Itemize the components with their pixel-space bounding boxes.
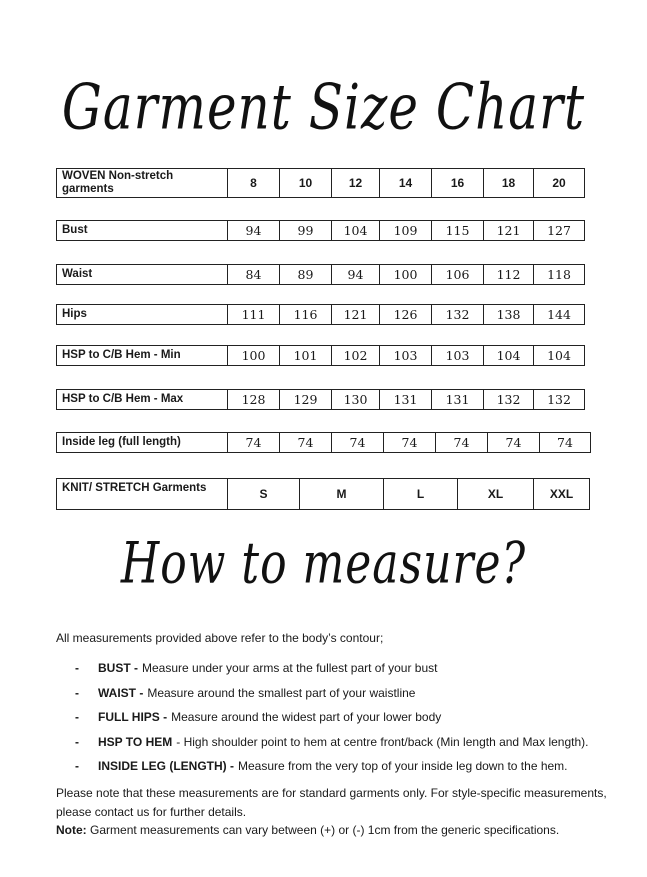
- table-cell: 101: [279, 346, 331, 365]
- table-cell: 89: [279, 265, 331, 284]
- table-cell: 115: [431, 221, 483, 240]
- table-cell: 109: [379, 221, 431, 240]
- table-cell: 100: [227, 346, 279, 365]
- table-cell: 106: [431, 265, 483, 284]
- page-title: Garment Size Chart: [61, 70, 586, 144]
- table-cell: 128: [227, 390, 279, 409]
- table-cell: 121: [483, 221, 533, 240]
- row-label: Hips: [62, 308, 87, 320]
- bullet-term: WAIST -: [98, 685, 144, 700]
- row-label: HSP to C/B Hem - Min: [62, 349, 181, 361]
- section-title: How to measure?: [120, 530, 527, 597]
- size-header: XL: [457, 479, 533, 509]
- bullet-text: Measure around the smallest part of your waistline: [147, 685, 416, 700]
- table-cell: 112: [483, 265, 533, 284]
- table-cell: 100: [379, 265, 431, 284]
- table-cell: 74: [435, 433, 487, 452]
- size-header: L: [383, 479, 457, 509]
- list-item: [75, 730, 615, 755]
- bullet-text: - High shoulder point to hem at centre front/back (Min length and Max length).: [176, 734, 589, 749]
- woven-header-label: WOVEN Non-stretch garments: [62, 170, 174, 195]
- woven-header-row: [56, 168, 585, 198]
- list-item: [75, 681, 615, 706]
- table-cell: 102: [331, 346, 379, 365]
- intro-text: All measurements provided above refer to the body’s contour;: [56, 631, 384, 645]
- table-cell: 74: [279, 433, 331, 452]
- table-cell: 138: [483, 305, 533, 324]
- list-item: [75, 705, 615, 730]
- hsp-max-row: [56, 389, 585, 410]
- waist-row: [56, 264, 585, 285]
- table-cell: 118: [533, 265, 584, 284]
- table-cell: 131: [431, 390, 483, 409]
- table-cell: 104: [331, 221, 379, 240]
- bullet-term: FULL HIPS -: [98, 710, 168, 725]
- size-header: XXL: [533, 479, 589, 509]
- table-cell: 74: [227, 433, 279, 452]
- table-cell: 103: [431, 346, 483, 365]
- table-cell: 84: [227, 265, 279, 284]
- table-cell: 104: [533, 346, 584, 365]
- table-cell: 74: [539, 433, 590, 452]
- table-cell: 130: [331, 390, 379, 409]
- bullet-term: HSP TO HEM: [98, 734, 173, 749]
- row-label: Inside leg (full length): [62, 436, 181, 448]
- table-cell: 94: [331, 265, 379, 284]
- table-cell: 129: [279, 390, 331, 409]
- note-line: [56, 821, 616, 840]
- size-header: 8: [227, 169, 279, 197]
- table-cell: 74: [331, 433, 383, 452]
- size-header: 20: [533, 169, 584, 197]
- size-header: 14: [379, 169, 431, 197]
- bullet-text: Measure under your arms at the fullest part of your bust: [142, 661, 438, 676]
- table-cell: 111: [227, 305, 279, 324]
- knit-size-row: [56, 478, 590, 510]
- table-cell: 127: [533, 221, 584, 240]
- knit-label: KNIT/ STRETCH Garments: [62, 482, 207, 494]
- table-cell: 131: [379, 390, 431, 409]
- notes-section: [56, 784, 616, 840]
- size-header: 16: [431, 169, 483, 197]
- table-cell: 116: [279, 305, 331, 324]
- hsp-min-row: [56, 345, 585, 366]
- table-cell: 103: [379, 346, 431, 365]
- table-cell: 132: [483, 390, 533, 409]
- table-cell: 121: [331, 305, 379, 324]
- size-header: M: [299, 479, 383, 509]
- row-label: Waist: [62, 268, 93, 280]
- table-cell: 94: [227, 221, 279, 240]
- table-cell: 74: [487, 433, 539, 452]
- inside-leg-row: [56, 432, 591, 453]
- table-cell: 144: [533, 305, 584, 324]
- size-header: S: [227, 479, 299, 509]
- bullet-text: Measure around the widest part of your lower body: [171, 710, 442, 725]
- table-cell: 132: [533, 390, 584, 409]
- note-text: Garment measurements can vary between (+) or (-) 1cm from the generic specifications.: [90, 823, 560, 837]
- bullet-text: Measure from the very top of your inside leg down to the hem.: [238, 759, 568, 774]
- size-header: 12: [331, 169, 379, 197]
- note-paragraph: Please note that these measurements are for standard garments only. For style-specific measurements, please contact us for further details.: [56, 786, 607, 819]
- list-item: [75, 656, 615, 681]
- bullet-dash: -: [75, 685, 79, 700]
- hips-row: [56, 304, 585, 325]
- table-cell: 99: [279, 221, 331, 240]
- size-header: 10: [279, 169, 331, 197]
- table-cell: 126: [379, 305, 431, 324]
- measurement-list: [75, 656, 615, 779]
- bullet-dash: -: [75, 661, 79, 676]
- list-item: [75, 754, 615, 779]
- bullet-dash: -: [75, 734, 79, 749]
- bullet-dash: -: [75, 759, 79, 774]
- row-label: HSP to C/B Hem - Max: [62, 393, 184, 405]
- table-cell: 74: [383, 433, 435, 452]
- bullet-term: INSIDE LEG (LENGTH) -: [98, 759, 234, 774]
- row-label: Bust: [62, 224, 88, 236]
- table-cell: 132: [431, 305, 483, 324]
- bullet-dash: -: [75, 710, 79, 725]
- bust-row: [56, 220, 585, 241]
- size-header: 18: [483, 169, 533, 197]
- note-label: Note:: [56, 823, 87, 837]
- table-cell: 104: [483, 346, 533, 365]
- bullet-term: BUST -: [98, 661, 138, 676]
